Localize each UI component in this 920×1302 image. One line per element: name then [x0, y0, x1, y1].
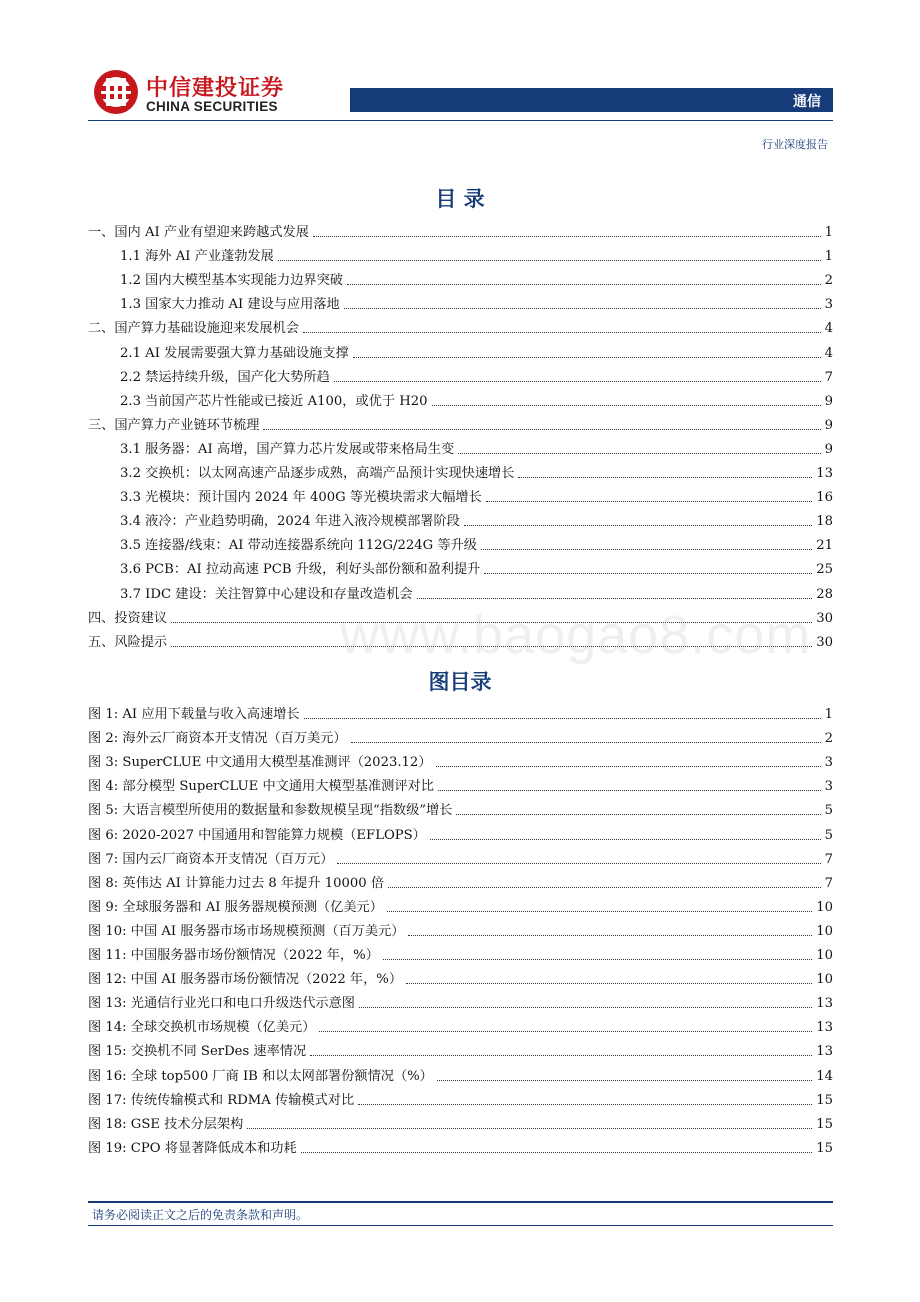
figure-entry-page: 10: [816, 899, 833, 915]
toc-entry-page: 28: [816, 586, 833, 602]
figure-entry[interactable]: [88, 1037, 833, 1061]
dot-leader: [313, 236, 821, 237]
figure-entry-page: 15: [816, 1116, 833, 1132]
figure-entry-text: 图 2: 海外云厂商资本开支情况（百万美元）: [88, 731, 347, 747]
china-securities-logo-icon: [92, 68, 140, 116]
figure-entry[interactable]: [88, 796, 833, 820]
figure-entry-page: 3: [824, 755, 833, 771]
dot-leader: [438, 790, 821, 791]
dot-leader: [481, 549, 812, 550]
figure-entry-page: 13: [816, 1020, 833, 1036]
toc-entry-text: 五、风险提示: [88, 634, 168, 650]
figure-entry-page: 10: [816, 923, 833, 939]
figure-entry-text: 图 19: CPO 将显著降低成本和功耗: [88, 1140, 297, 1156]
toc-entry-page: 25: [816, 562, 833, 578]
toc-entry-text: 3.3 光模块：预计国内 2024 年 400G 等光模块需求大幅增长: [120, 490, 482, 506]
figure-entry[interactable]: [88, 1013, 833, 1037]
dot-leader: [430, 839, 821, 840]
toc-entry[interactable]: [88, 363, 833, 387]
figure-entry-text: 图 17: 传统传输模式和 RDMA 传输模式对比: [88, 1092, 355, 1108]
toc-entry-page: 9: [824, 417, 833, 433]
toc-entry[interactable]: [88, 338, 833, 362]
dot-leader: [406, 983, 812, 984]
toc-entry-text: 2.1 AI 发展需要强大算力基础设施支撑: [120, 345, 349, 361]
figure-list: [88, 700, 833, 1158]
figure-entry-page: 10: [816, 948, 833, 964]
toc-entry-text: 1.2 国内大模型基本实现能力边界突破: [120, 273, 343, 289]
toc-entry-page: 3: [824, 297, 833, 313]
dot-leader: [347, 284, 821, 285]
figure-entry[interactable]: [88, 1110, 833, 1134]
figure-entry-page: 3: [824, 779, 833, 795]
toc-entry[interactable]: [88, 435, 833, 459]
dot-leader: [437, 1080, 812, 1081]
dot-leader: [247, 1128, 812, 1129]
toc-entry-text: 3.7 IDC 建设：关注智算中心建设和存量改造机会: [120, 586, 413, 602]
toc-entry[interactable]: [88, 266, 833, 290]
dot-leader: [458, 453, 820, 454]
figure-entry[interactable]: [88, 869, 833, 893]
figure-entry-page: 1: [824, 707, 833, 723]
toc-entry-page: 30: [816, 610, 833, 626]
figure-entry[interactable]: [88, 893, 833, 917]
figure-entry-text: 图 13: 光通信行业光口和电口升级迭代示意图: [88, 996, 355, 1012]
dot-leader: [358, 1104, 812, 1105]
figure-entry-text: 图 9: 全球服务器和 AI 服务器规模预测（亿美元）: [88, 899, 383, 915]
toc-entry[interactable]: [88, 531, 833, 555]
figure-entry-page: 5: [824, 803, 833, 819]
figure-entry[interactable]: [88, 724, 833, 748]
dot-leader: [278, 260, 821, 261]
dot-leader: [408, 935, 812, 936]
dot-leader: [417, 598, 813, 599]
toc-list: [88, 218, 833, 652]
figure-entry-page: 14: [816, 1068, 833, 1084]
toc-entry-page: 16: [816, 490, 833, 506]
figure-entry-text: 图 5: 大语言模型所使用的数据量和参数规模呈现“指数级”增长: [88, 803, 453, 819]
toc-entry[interactable]: [88, 314, 833, 338]
figure-entry[interactable]: [88, 1086, 833, 1110]
toc-entry-text: 二、国产算力基础设施迎来发展机会: [88, 321, 299, 337]
header-divider: [88, 120, 833, 121]
dot-leader: [484, 573, 812, 574]
toc-entry-text: 一、国内 AI 产业有望迎来跨越式发展: [88, 225, 309, 241]
figure-entry[interactable]: [88, 1061, 833, 1085]
watermark: www.baogao8.com: [340, 605, 812, 665]
toc-entry[interactable]: [88, 242, 833, 266]
figure-entry[interactable]: [88, 748, 833, 772]
toc-entry-text: 2.2 禁运持续升级，国产化大势所趋: [120, 369, 330, 385]
dot-leader: [263, 429, 820, 430]
dot-leader: [436, 766, 821, 767]
figure-entry[interactable]: [88, 965, 833, 989]
figure-entry-page: 15: [816, 1092, 833, 1108]
report-type-label: 行业深度报告: [762, 138, 828, 151]
dot-leader: [304, 718, 821, 719]
figure-entry-page: 2: [824, 731, 833, 747]
toc-entry-text: 2.3 当前国产芯片性能或已接近 A100，或优于 H20: [120, 393, 428, 409]
toc-entry[interactable]: [88, 507, 833, 531]
figure-entry-page: 13: [816, 996, 833, 1012]
toc-title: 目 录: [435, 187, 485, 211]
figure-entry-page: 10: [816, 972, 833, 988]
figure-entry-text: 图 3: SuperCLUE 中文通用大模型基准测评（2023.12）: [88, 755, 432, 771]
toc-entry[interactable]: [88, 290, 833, 314]
figure-entry-text: 图 16: 全球 top500 厂商 IB 和以太网部署份额情况（%）: [88, 1068, 433, 1084]
toc-entry-page: 1: [824, 225, 833, 241]
toc-entry-page: 18: [816, 514, 833, 530]
toc-entry-text: 1.3 国家大力推动 AI 建设与应用落地: [120, 297, 340, 313]
dot-leader: [310, 1055, 812, 1056]
dot-leader: [344, 308, 821, 309]
figure-entry-text: 图 4: 部分模型 SuperCLUE 中文通用大模型基准测评对比: [88, 779, 434, 795]
figure-entry[interactable]: [88, 989, 833, 1013]
dot-leader: [383, 959, 812, 960]
toc-entry-text: 3.1 服务器：AI 高增，国产算力芯片发展或带来格局生变: [120, 441, 455, 457]
figure-entry[interactable]: [88, 820, 833, 844]
figure-entry[interactable]: [88, 1134, 833, 1158]
figure-entry-text: 图 18: GSE 技术分层架构: [88, 1116, 244, 1132]
figure-entry[interactable]: [88, 845, 833, 869]
toc-entry-page: 1: [824, 249, 833, 265]
dot-leader: [432, 405, 821, 406]
toc-entry[interactable]: [88, 218, 833, 242]
dot-leader: [351, 742, 821, 743]
footer-divider: [88, 1201, 833, 1203]
figure-entry-text: 图 6: 2020-2027 中国通用和智能算力规模（EFLOPS）: [88, 827, 426, 843]
toc-entry-page: 7: [824, 369, 833, 385]
dot-leader: [303, 332, 821, 333]
figure-entry-page: 13: [816, 1044, 833, 1060]
figure-entry-text: 图 7: 国内云厂商资本开支情况（百万元）: [88, 851, 334, 867]
figure-entry-page: 7: [824, 851, 833, 867]
toc-entry-text: 1.1 海外 AI 产业蓬勃发展: [120, 249, 274, 265]
dot-leader: [456, 814, 820, 815]
footer-disclaimer: 请务必阅读正文之后的免责条款和声明。: [92, 1208, 309, 1222]
toc-entry-text: 三、国产算力产业链环节梳理: [88, 417, 260, 433]
toc-entry-page: 9: [824, 393, 833, 409]
figure-entry-text: 图 8: 英伟达 AI 计算能力过去 8 年提升 10000 倍: [88, 875, 385, 891]
dot-leader: [518, 477, 812, 478]
figure-entry[interactable]: [88, 700, 833, 724]
figure-entry-text: 图 12: 中国 AI 服务器市场份额情况（2022 年，%）: [88, 972, 403, 988]
figure-entry[interactable]: [88, 917, 833, 941]
dot-leader: [464, 525, 812, 526]
figure-entry-page: 7: [824, 875, 833, 891]
dot-leader: [337, 863, 820, 864]
dot-leader: [388, 887, 821, 888]
sector-banner: [350, 88, 833, 112]
figure-entry-page: 15: [816, 1140, 833, 1156]
figure-entry[interactable]: [88, 941, 833, 965]
toc-entry-page: 2: [824, 273, 833, 289]
toc-entry-text: 3.4 液冷：产业趋势明确，2024 年进入液冷规模部署阶段: [120, 514, 460, 530]
figure-entry-text: 图 14: 全球交换机市场规模（亿美元）: [88, 1020, 316, 1036]
dot-leader: [359, 1007, 812, 1008]
dot-leader: [334, 381, 821, 382]
dot-leader: [319, 1031, 812, 1032]
toc-entry-page: 21: [816, 538, 833, 554]
figure-entry-text: 图 10: 中国 AI 服务器市场市场规模预测（百万美元）: [88, 923, 405, 939]
figure-entry-text: 图 15: 交换机不同 SerDes 速率情况: [88, 1044, 307, 1060]
figure-entry-text: 图 11: 中国服务器市场份额情况（2022 年，%）: [88, 948, 379, 964]
toc-entry-page: 4: [824, 345, 833, 361]
figure-entry-text: 图 1: AI 应用下载量与收入高速增长: [88, 707, 300, 723]
toc-entry[interactable]: [88, 483, 833, 507]
dot-leader: [301, 1152, 813, 1153]
sector-label: 通信: [793, 94, 821, 110]
toc-entry-text: 3.6 PCB：AI 拉动高速 PCB 升级，利好头部份额和盈利提升: [120, 562, 481, 578]
toc-entry[interactable]: [88, 555, 833, 579]
toc-entry-page: 4: [824, 321, 833, 337]
toc-entry[interactable]: [88, 411, 833, 435]
toc-entry-text: 3.2 交换机：以太网高速产品逐步成熟，高端产品预计实现快速增长: [120, 466, 515, 482]
toc-entry-page: 9: [824, 441, 833, 457]
dot-leader: [387, 911, 812, 912]
toc-entry-text: 3.5 连接器/线束：AI 带动连接器系统向 112G/224G 等升级: [120, 538, 477, 554]
brand-name-cn: 中信建投证券: [146, 76, 285, 101]
toc-entry-page: 30: [816, 634, 833, 650]
toc-entry-page: 13: [816, 466, 833, 482]
footer-divider-bottom: [88, 1225, 833, 1226]
dot-leader: [486, 501, 812, 502]
figure-list-title: 图目录: [428, 670, 492, 694]
toc-entry[interactable]: [88, 579, 833, 603]
toc-entry[interactable]: [88, 387, 833, 411]
brand-name-en: CHINA SECURITIES: [146, 99, 278, 114]
toc-entry-text: 四、投资建议: [88, 610, 168, 626]
dot-leader: [353, 357, 821, 358]
figure-entry-page: 5: [824, 827, 833, 843]
figure-entry[interactable]: [88, 772, 833, 796]
toc-entry[interactable]: [88, 459, 833, 483]
